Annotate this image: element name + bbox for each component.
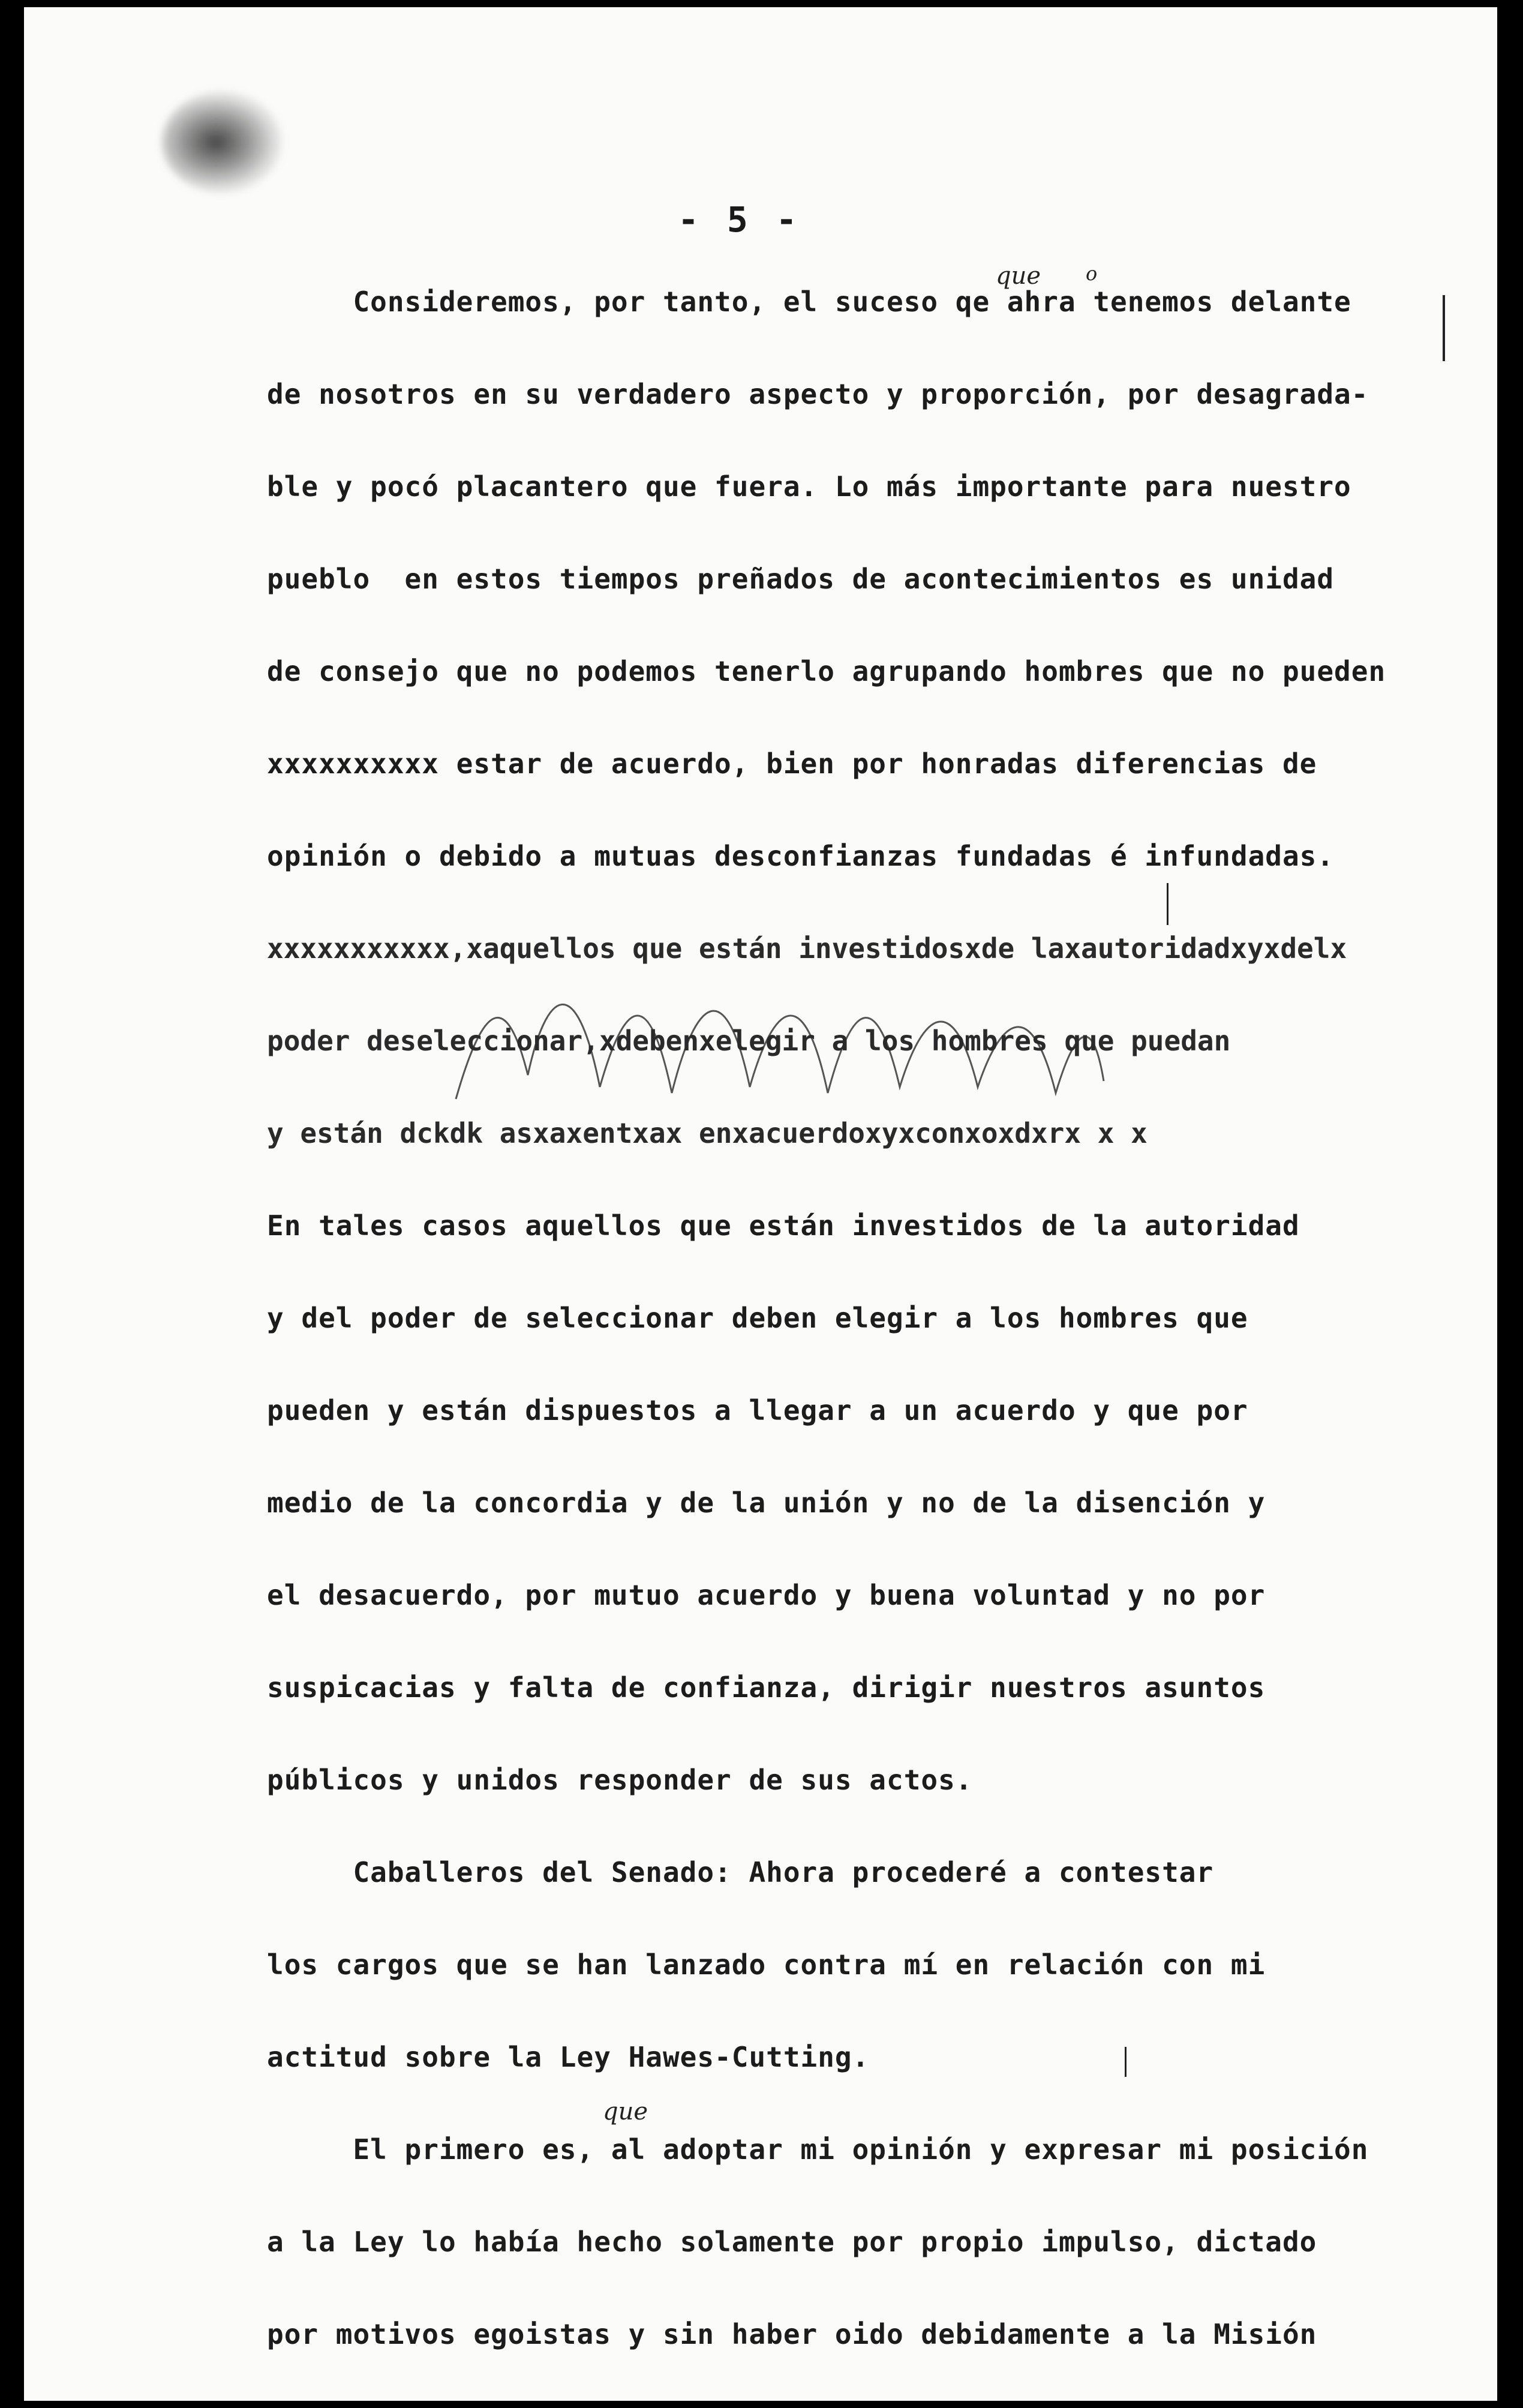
handwritten-annotation: que xyxy=(996,262,1041,290)
body-line: públicos y unidos responder de sus actos. xyxy=(267,1764,973,1796)
body-line: el desacuerdo, por mutuo acuerdo y buena voluntad y no por xyxy=(267,1579,1266,1611)
margin-mark xyxy=(1167,883,1168,925)
body-line: pueblo en estos tiempos preñados de acontecimientos es unidad xyxy=(267,563,1335,595)
body-line: por motivos egoistas y sin haber oido debidamente a la Misión xyxy=(267,2318,1317,2350)
handwritten-annotation: o xyxy=(1086,262,1098,285)
body-line: Caballeros del Senado: Ahora procederé a contestar xyxy=(267,1856,1214,1888)
body-line: Consideremos, por tanto, el suceso qe ahra tenemos delante xyxy=(267,286,1351,318)
struck-line: y están dckdk asxaxentxax enxacuerdoxyxconxoxdxrx x x xyxy=(267,1117,1147,1149)
body-line: ble y pocó placantero que fuera. Lo más importante para nuestro xyxy=(267,470,1351,503)
body-line: los cargos que se han lanzado contra mí en relación con mi xyxy=(267,1948,1266,1981)
body-line: de consejo que no podemos tenerlo agrupando hombres que no pueden xyxy=(267,655,1386,687)
document-page xyxy=(24,7,1497,2401)
struck-line: poder deseleccionar,xdebenxelegir a los hombres que puedan xyxy=(267,1025,1231,1057)
body-line: y del poder de seleccionar deben elegir a los hombres que xyxy=(267,1302,1248,1334)
handwritten-annotation: que xyxy=(603,2098,648,2125)
body-line: actitud sobre la Ley Hawes-Cutting. xyxy=(267,2041,870,2073)
body-line: medio de la concordia y de la unión y no de la disención y xyxy=(267,1487,1266,1519)
margin-mark xyxy=(1125,2047,1127,2077)
body-line: El primero es, al adoptar mi opinión y expresar mi posición xyxy=(267,2133,1369,2166)
ink-smudge xyxy=(162,91,282,193)
body-line: xxxxxxxxxx estar de acuerdo, bien por honradas diferencias de xyxy=(267,747,1317,780)
body-line: suspicacias y falta de confianza, dirigir nuestros asuntos xyxy=(267,1671,1266,1704)
body-line: de nosotros en su verdadero aspecto y proporción, por desagrada- xyxy=(267,378,1369,410)
body-line: pueden y están dispuestos a llegar a un acuerdo y que por xyxy=(267,1394,1248,1427)
body-line: En tales casos aquellos que están investidos de la autoridad xyxy=(267,1209,1300,1242)
margin-mark xyxy=(1443,295,1445,361)
page-number: - 5 - xyxy=(678,199,801,240)
body-line: a la Ley lo había hecho solamente por propio impulso, dictado xyxy=(267,2226,1317,2258)
struck-line: xxxxxxxxxxx,xaquellos que están investidosxde laxautoridadxyxdelx xyxy=(267,932,1347,965)
body-line: opinión o debido a mutuas desconfianzas fundadas é infundadas. xyxy=(267,840,1335,872)
